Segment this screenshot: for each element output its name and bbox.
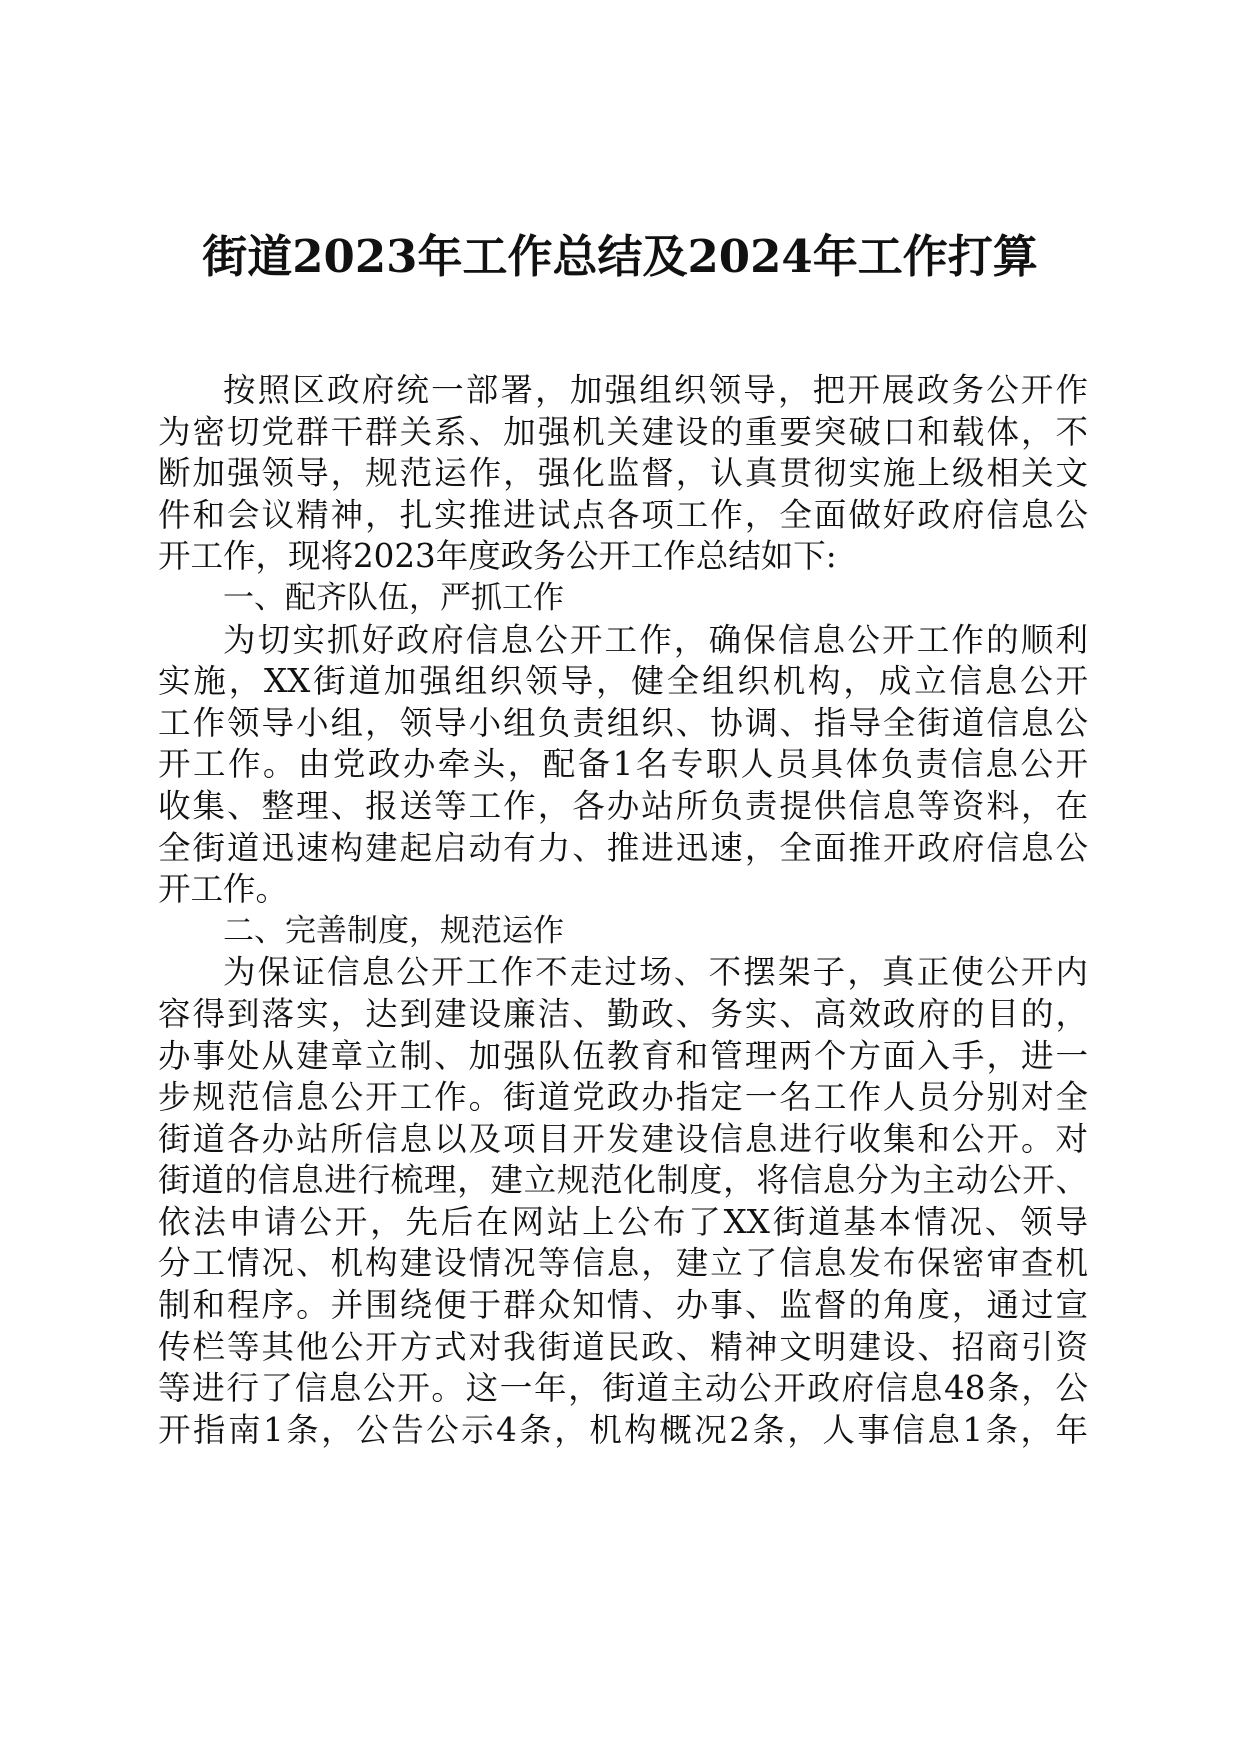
body-text-line: 开工作。由党政办牵头，配备1名专职人员具体负责信息公开 xyxy=(158,745,1088,784)
document-title: 街道2023年工作总结及2024年工作打算 xyxy=(202,230,1038,283)
body-text-line: 办事处从建章立制、加强队伍教育和管理两个方面入手，进一 xyxy=(158,1036,1088,1075)
body-text-line: 为密切党群干群关系、加强机关建设的重要突破口和载体，不 xyxy=(158,412,1088,451)
body-text-line: 依法申请公开，先后在网站上公布了XX街道基本情况、领导 xyxy=(158,1202,1088,1241)
body-text-line: 开工作。 xyxy=(158,870,289,909)
body-text-line: 制和程序。并围绕便于群众知情、办事、监督的角度，通过宣 xyxy=(158,1286,1088,1325)
body-text-line: 容得到落实，达到建设廉洁、勤政、务实、高效政府的目的， xyxy=(158,994,1088,1033)
section-heading: 二、完善制度，规范运作 xyxy=(223,912,564,949)
body-text-line: 件和会议精神，扎实推进试点各项工作，全面做好政府信息公 xyxy=(158,495,1088,534)
body-text-line: 分工情况、机构建设情况等信息，建立了信息发布保密审查机 xyxy=(158,1244,1088,1283)
body-text-line: 断加强领导，规范运作，强化监督，认真贯彻实施上级相关文 xyxy=(158,454,1088,493)
body-text-line: 全街道迅速构建起启动有力、推进迅速，全面推开政府信息公 xyxy=(158,828,1088,867)
body-text-line: 传栏等其他公开方式对我街道民政、精神文明建设、招商引资 xyxy=(158,1327,1088,1366)
body-text-line: 开指南1条，公告公示4条，机构概况2条，人事信息1条，年 xyxy=(158,1410,1088,1449)
body-text-line: 收集、整理、报送等工作，各办站所负责提供信息等资料，在 xyxy=(158,786,1088,825)
body-text-line: 按照区政府统一部署，加强组织领导，把开展政务公开作 xyxy=(223,371,1088,409)
body-text-line: 为切实抓好政府信息公开工作，确保信息公开工作的顺利 xyxy=(223,620,1088,659)
body-text-line: 等进行了信息公开。这一年，街道主动公开政府信息48条，公 xyxy=(158,1369,1088,1408)
section-heading: 一、配齐队伍，严抓工作 xyxy=(223,579,564,616)
body-text-line: 为保证信息公开工作不走过场、不摆架子，真正使公开内 xyxy=(223,953,1088,992)
body-text-line: 实施，XX街道加强组织领导，健全组织机构，成立信息公开 xyxy=(158,662,1088,701)
body-text-line: 街道的信息进行梳理，建立规范化制度，将信息分为主动公开、 xyxy=(158,1161,1088,1200)
document-body xyxy=(158,370,1088,1451)
body-text-line: 街道各办站所信息以及项目开发建设信息进行收集和公开。对 xyxy=(158,1119,1088,1158)
body-text-line: 开工作，现将2023年度政务公开工作总结如下: xyxy=(158,537,837,576)
body-text-line: 工作领导小组，领导小组负责组织、协调、指导全街道信息公 xyxy=(158,703,1088,742)
body-text-line: 步规范信息公开工作。街道党政办指定一名工作人员分别对全 xyxy=(158,1078,1088,1117)
